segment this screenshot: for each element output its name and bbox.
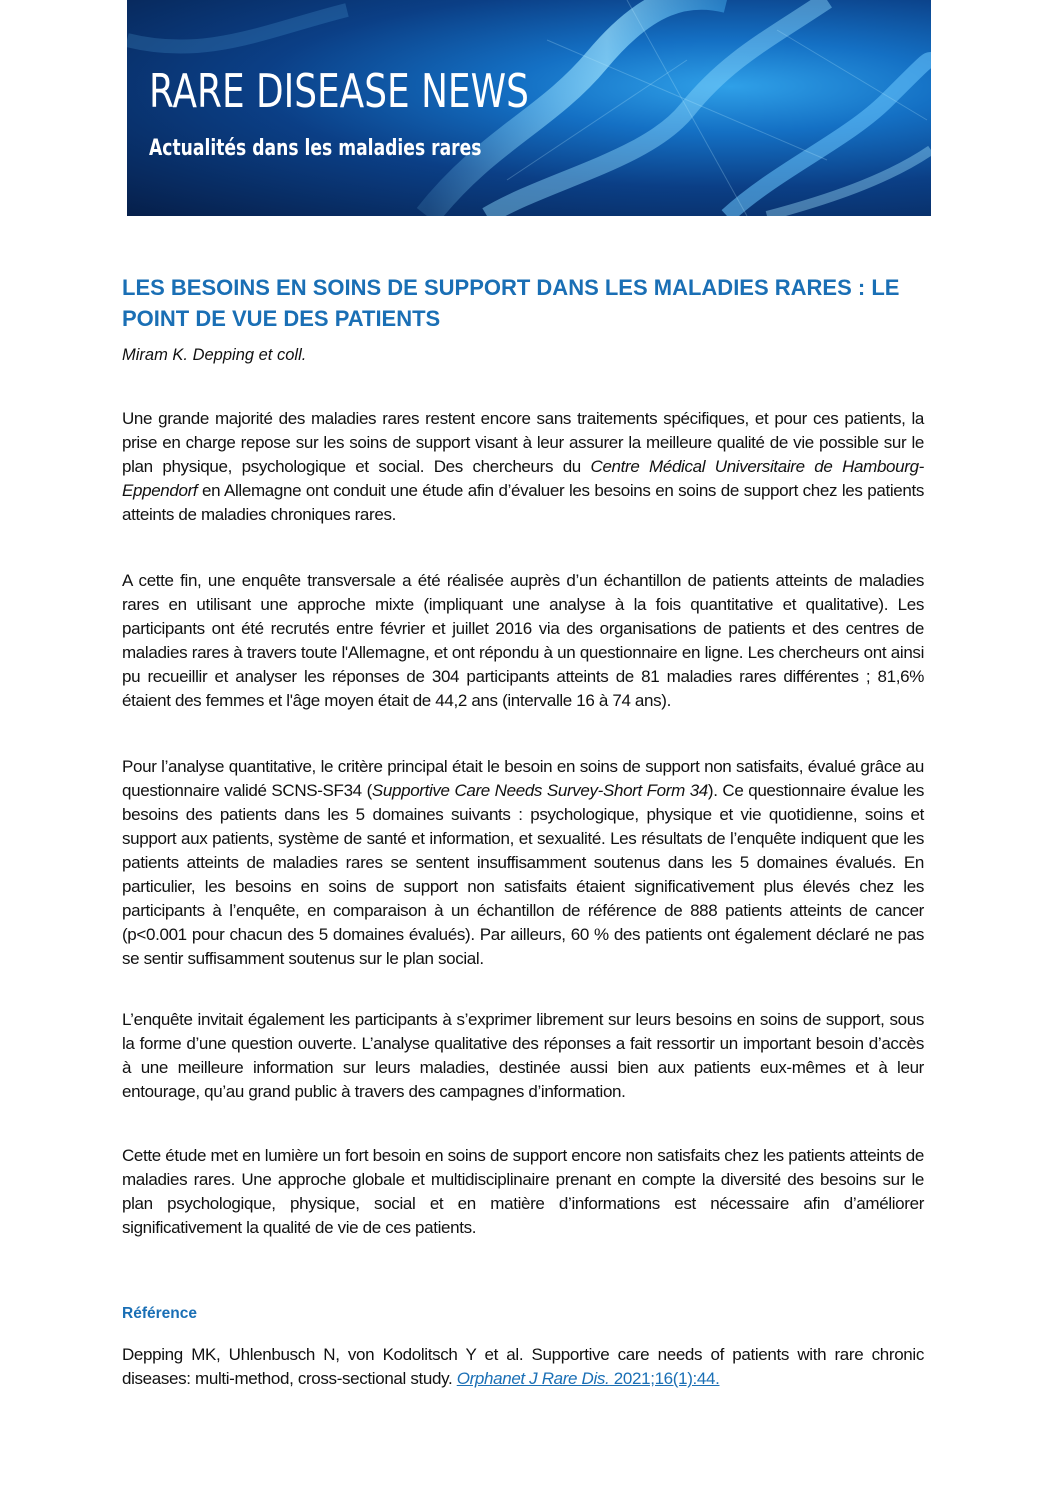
paragraph-4: L’enquête invitait également les participants à s’exprimer librement sur leurs besoins en soins de support, sous la forme d’une question ouverte. L’analyse qualitative des réponses a fait ressortir un important besoin d’accès à une meilleure information sur leurs maladies, destinée aussi bien aux patients eux-mêmes et à leur entourage, qu’au grand public à travers des campagnes d’information. [122, 1010, 924, 1101]
reference-heading: Référence [122, 1305, 197, 1322]
paragraph-1: Une grande majorité des maladies rares restent encore sans traitements spécifiques, et pour ces patients, la prise en charge repose sur les soins de support visant à leur assurer la meilleure qualité de vie possible sur le plan physique, psychologique et social. Des chercheurs du Centre Médical Universitaire de Hambourg-Eppendorf en Allemagne ont conduit une étude afin d’évaluer les besoins en soins de support chez les patients atteints de maladies chroniques rares. [122, 409, 924, 524]
article-title: LES BESOINS EN SOINS DE SUPPORT DANS LES MALADIES RARES : LE POINT DE VUE DES PATIENTS [122, 275, 900, 331]
article-author: Miram K. Depping et coll. [122, 346, 307, 364]
banner-title: RARE DISEASE NEWS [149, 64, 529, 118]
reference-link[interactable]: Orphanet J Rare Dis. 2021;16(1):44. [456, 1369, 720, 1388]
paragraph-2: A cette fin, une enquête transversale a été réalisée auprès d’un échantillon de patients atteints de maladies rares en utilisant une approche mixte (impliquant une analyse à la fois quantitative et qualitative). Les participants ont été recrutés entre février et juillet 2016 via des organisations de patients et des centres de maladies rares à travers toute l'Allemagne, et ont répondu à un questionnaire en ligne. Les chercheurs ont ainsi pu recueillir et analyser les réponses de 304 participants atteints de 81 maladies rares différentes ; 81,6% étaient des femmes et l'âge moyen était de 44,2 ans (intervalle 16 à 74 ans). [122, 571, 924, 710]
banner-subtitle: Actualités dans les maladies rares [149, 136, 482, 161]
reference-citation: Depping MK, Uhlenbusch N, von Kodolitsch Y et al. Supportive care needs of patients with rare chronic diseases: multi-method, cross-sectional study. Orphanet J Rare Dis. 2021;16(1):44. [122, 1345, 924, 1388]
paragraph-3: Pour l’analyse quantitative, le critère principal était le besoin en soins de support non satisfaits, évalué grâce au questionnaire validé SCNS-SF34 (Supportive Care Needs Survey-Short Form 34). Ce questionnaire évalue les besoins des patients dans les 5 domaines suivants : psychologique, physique et vie quotidienne, soins et support aux patients, système de santé et information, et sexualité. Les résultats de l’enquête indiquent que les patients atteints de maladies rares se sentent insuffisamment soutenus dans les 5 domaines évalués. En particulier, les besoins en soins de support non satisfaits étaient significativement plus élevés chez les participants à l’enquête, en comparaison à un échantillon de référence de 888 patients atteints de cancer (p<0.001 pour chacun des 5 domaines évalués). Par ailleurs, 60 % des patients ont également déclaré ne pas se sentir suffisamment soutenus sur le plan social. [122, 757, 924, 968]
paragraph-5: Cette étude met en lumière un fort besoin en soins de support encore non satisfaits chez les patients atteints de maladies rares. Une approche globale et multidisciplinaire prenant en compte la diversité des besoins sur le plan psychologique, physique, social et en matière d’informations est nécessaire afin d’améliorer significativement la qualité de vie de ces patients. [122, 1146, 924, 1237]
header-banner [127, 0, 931, 216]
